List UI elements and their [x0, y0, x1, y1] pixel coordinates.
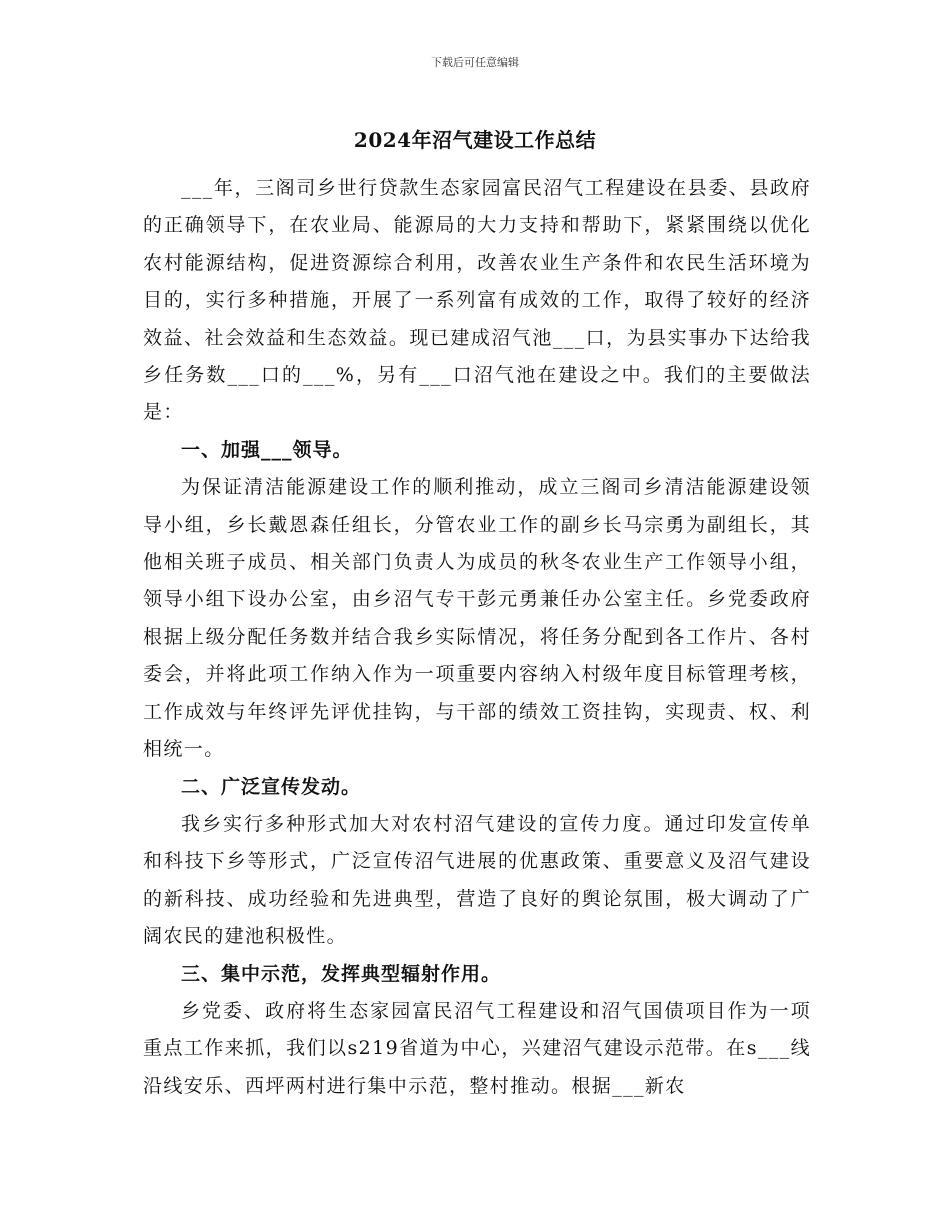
document-body [143, 170, 811, 1105]
section-heading-2: 二、广泛宣传发动。 [181, 775, 362, 798]
section-heading-1: 一、加强___领导。 [181, 438, 353, 461]
section-2-paragraph: 我乡实行多种形式加大对农村沼气建设的宣传力度。通过印发宣传单和科技下乡等形式，广泛宣传沼气进展的优惠政策、重要意义及沼气建设的新科技、成功经验和先进典型，营造了良好的舆论氛围，极大调动了广阔农民的建池积极性。 [143, 812, 811, 948]
section-heading-3: 三、集中示范，发挥典型辐射作用。 [181, 962, 502, 985]
document-title: 2024年沼气建设工作总结 [353, 128, 597, 152]
intro-paragraph: ___年，三阁司乡世行贷款生态家园富民沼气工程建设在县委、县政府的正确领导下，在农业局、能源局的大力支持和帮助下，紧紧围绕以优化农村能源结构，促进资源综合利用，改善农业生产条件和农民生活环境为目的，实行多种措施，开展了一系列富有成效的工作，取得了较好的经济效益、社会效益和生态效益。现已建成沼气池___口，为县实事办下达给我乡任务数___口的___%，另有___口沼气池在建设之中。我们的主要做法是： [143, 177, 811, 424]
section-1-paragraph: 为保证清洁能源建设工作的顺利推动，成立三阁司乡清洁能源建设领导小组，乡长戴恩森任组长，分管农业工作的副乡长马宗勇为副组长，其他相关班子成员、相关部门负责人为成员的秋冬农业生产工作领导小组，领导小组下设办公室，由乡沼气专干彭元勇兼任办公室主任。乡党委政府根据上级分配任务数并结合我乡实际情况，将任务分配到各工作片、各村委会，并将此项工作纳入作为一项重要内容纳入村级年度目标管理考核，工作成效与年终评先评优挂钩，与干部的绩效工资挂钩，实现责、权、利相统一。 [143, 476, 811, 761]
section-3-paragraph: 乡党委、政府将生态家园富民沼气工程建设和沼气国债项目作为一项重点工作来抓，我们以s219省道为中心，兴建沼气建设示范带。在s___线沿线安乐、西坪两村进行集中示范，整村推动。根据___新农 [143, 999, 811, 1097]
header-note: 下载后可任意编辑 [431, 56, 519, 69]
